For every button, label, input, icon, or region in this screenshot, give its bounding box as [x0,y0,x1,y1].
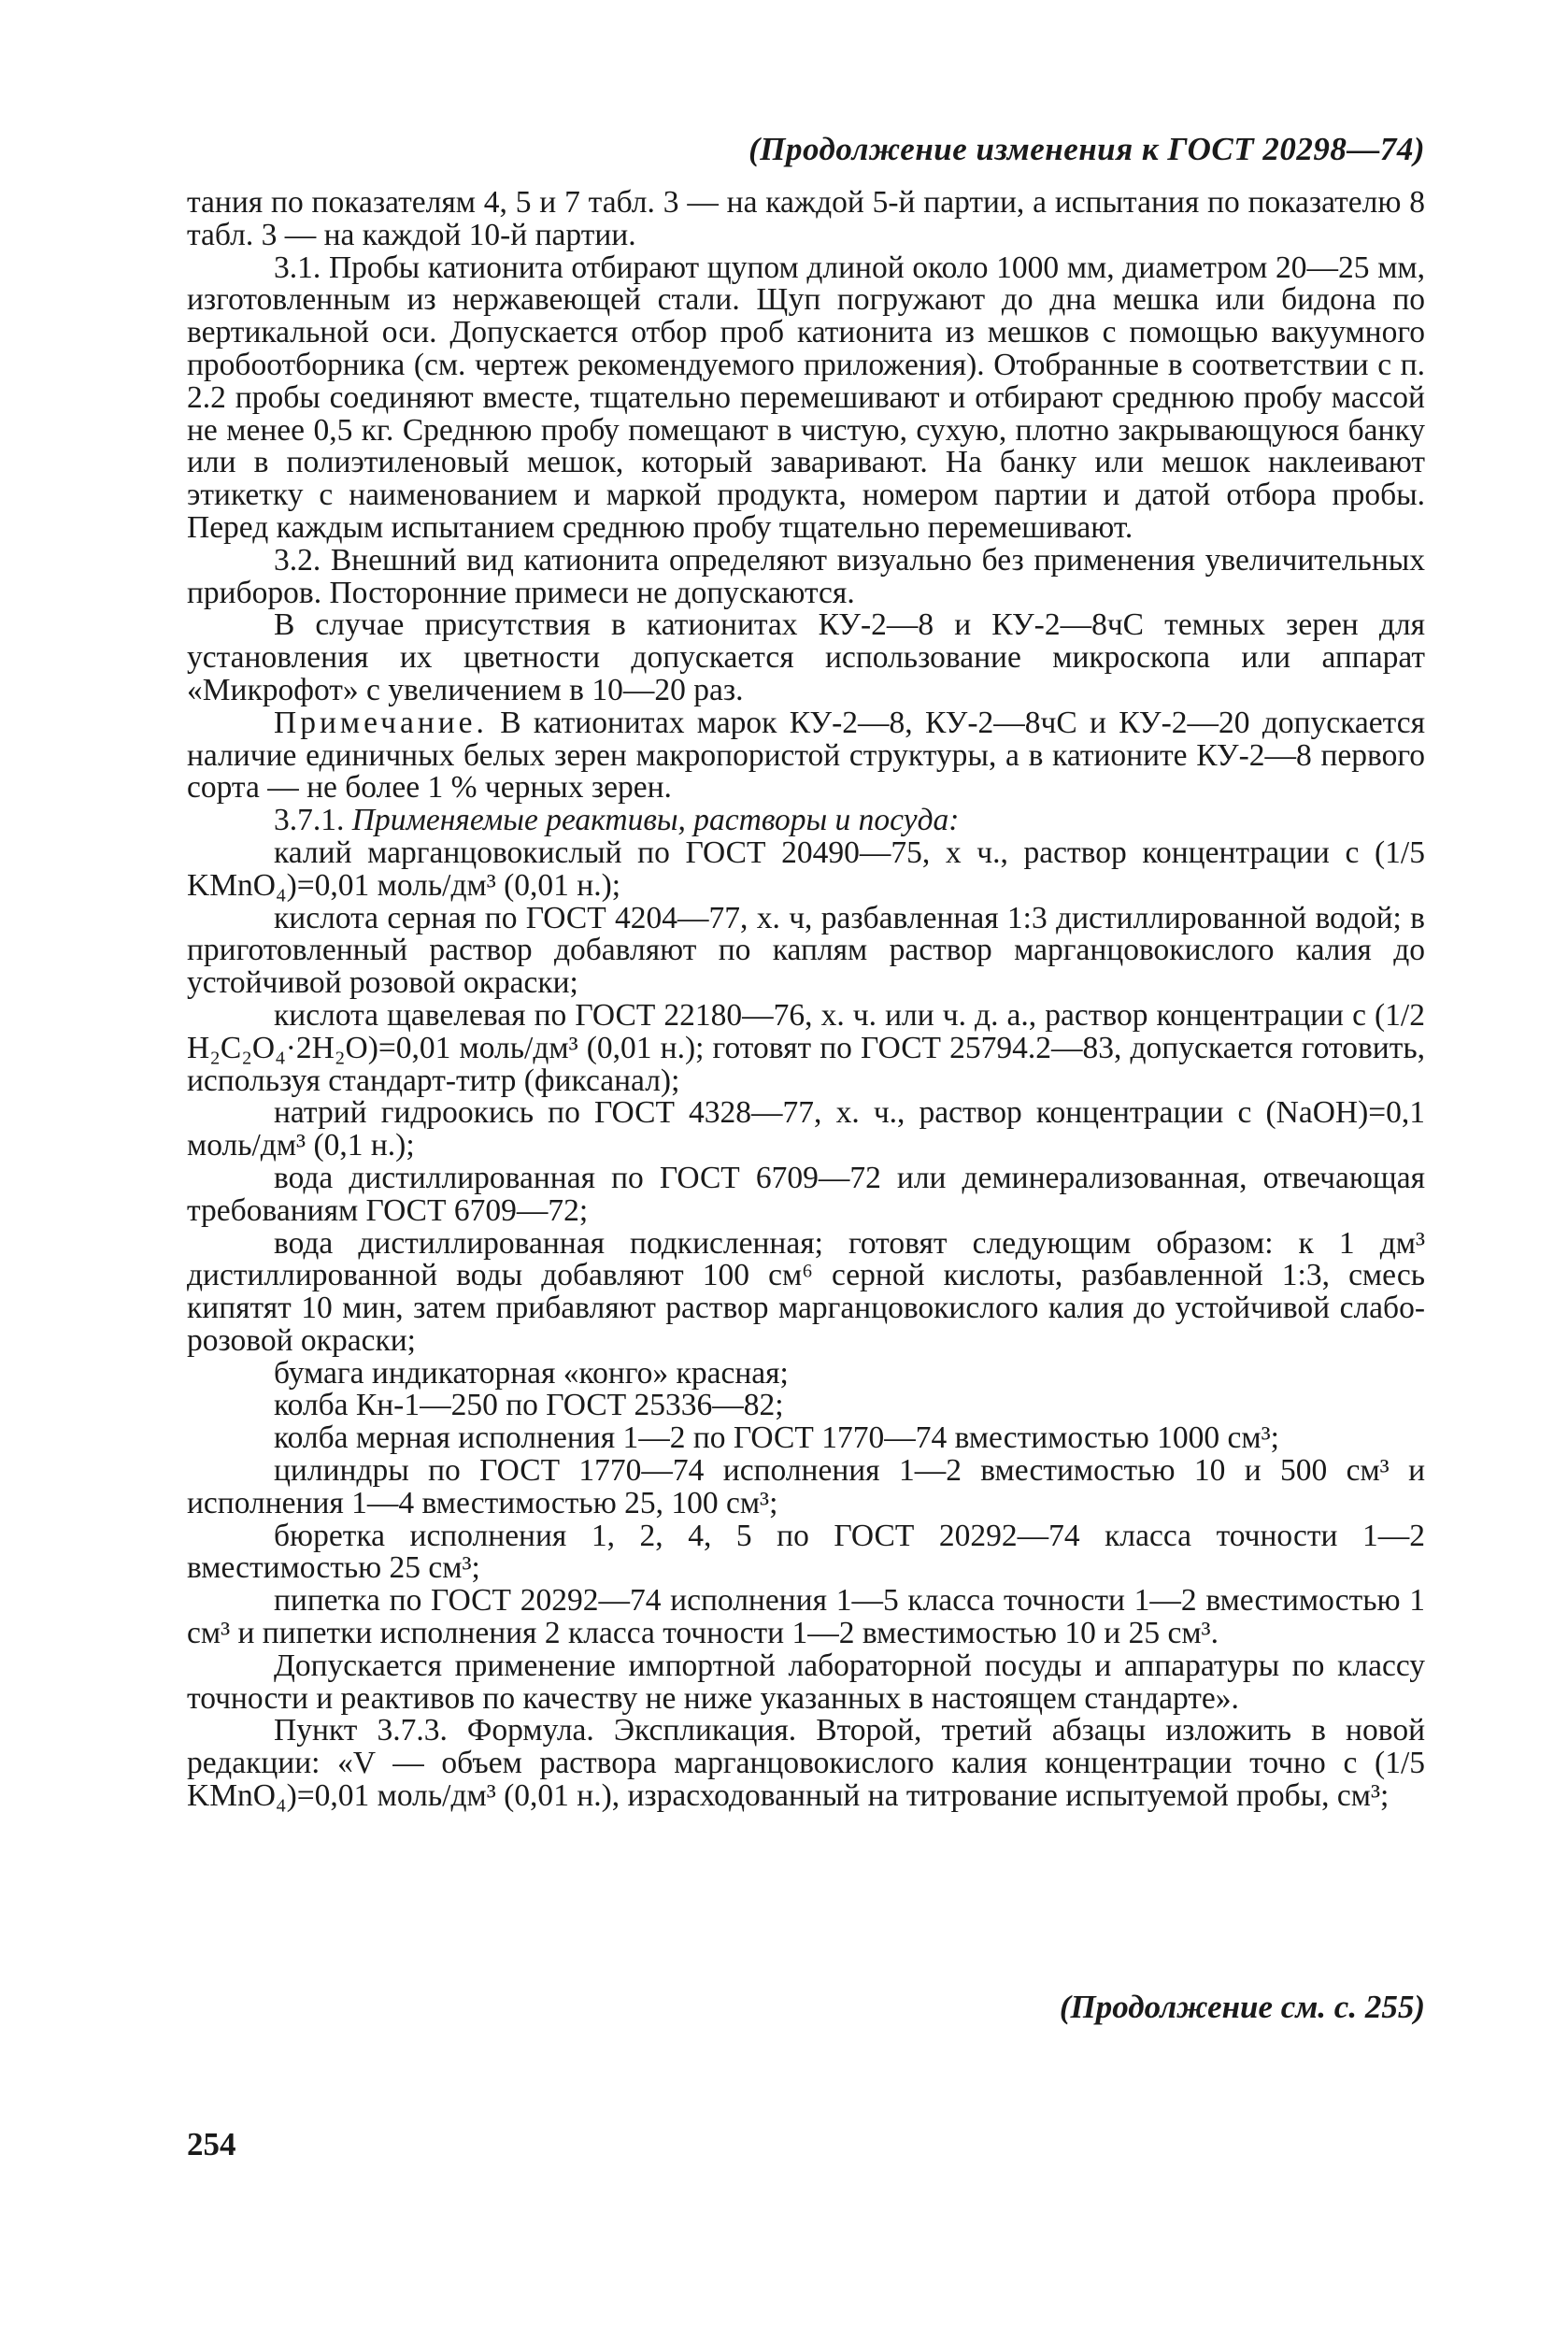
paragraph-text: цилиндры по ГОСТ 1770—74 исполнения 1—2 вместимостью 10 и 500 см³ и исполнения 1—4 вместимостью 25, 100 см³; [187,1453,1425,1520]
paragraph [187,997,1425,1098]
body-text [187,187,1425,1813]
italic-heading: Применяемые реактивы, растворы и посуда: [351,803,960,838]
paragraph [187,1160,1425,1228]
paragraph-text: кислота щавелевая по ГОСТ 22180—76, х. ч. или ч. д. а., раствор концентрации с (1/2 H₂C₂O₄·2H₂O)=0,01 моль/дм³ (0,01 н.); готовят по ГОСТ 25794.2—83, допускается готовить, используя стандарт-титр (фиксанал); [187,997,1425,1098]
paragraph-text: вода дистиллированная по ГОСТ 6709—72 или деминерализованная, отвечающая требованиям ГОСТ 6709—72; [187,1160,1425,1228]
paragraph-text: кислота серная по ГОСТ 4204—77, х. ч, разбавленная 1:3 дистиллированной водой; в приготовленный раствор добавляют по каплям раствор марганцовокислого калия до устойчивой розовой окраски; [187,900,1425,1001]
paragraph-text: Пункт 3.7.3. Формула. Экспликация. Второй, третий абзацы изложить в новой редакции: «V — объем раствора марганцовокислого калия концентрации точно с (1/5 KMnO₄)=0,01 моль/дм³ (0,01 н.), израсходованный на титрование испытуемой пробы, см³; [187,1713,1425,1814]
paragraph [187,252,1425,545]
paragraph-text: В случае присутствия в катионитах КУ-2—8 и КУ-2—8чС темных зерен для установления их цветности допускается использование микроскопа или аппарат «Микрофот» с увеличением в 10—20 раз. [187,607,1425,707]
paragraph-text: тания по показателям 4, 5 и 7 табл. 3 — на каждой 5-й партии, а испытания по показателю 8 табл. 3 — на каждой 10-й партии. [187,185,1425,252]
paragraph [187,900,1425,1001]
paragraph [187,1650,1425,1716]
paragraph-text: бюретка исполнения 1, 2, 4, 5 по ГОСТ 20292—74 класса точности 1—2 вместимостью 25 см³; [187,1518,1425,1586]
page-number: 254 [187,2126,236,2162]
paragraph-text: 3.1. Пробы катионита отбирают щупом длиной около 1000 мм, диаметром 20—25 мм, изготовленным из нержавеющей стали. Щуп погружают до дна мешка или бидона по вертикальной оси. Допускается отбор проб катионита из мешков с помощью вакуумного пробоотборника (см. чертеж рекомендуемого приложения). Отобранные в соответствии с п. 2.2 пробы соединяют вместе, тщательно перемешивают и отбирают среднюю пробу массой не менее 0,5 кг. Среднюю пробу помещают в чистую, сухую, плотно закрывающуюся банку или в полиэтиленовый мешок, который заваривают. На банку или мешок наклеивают этикетку с наименованием и маркой продукта, номером партии и датой отбора пробы. Перед каждым испытанием среднюю пробу тщательно перемешивают. [187,250,1425,545]
running-header: (Продолжение изменения к ГОСТ 20298—74) [748,131,1425,167]
paragraph [187,1585,1425,1650]
paragraph [187,1715,1425,1812]
paragraph-text: вода дистиллированная подкисленная; готовят следующим образом: к 1 дм³ дистиллированной воды добавляют 100 см⁶ серной кислоты, разбавленной 1:3, смесь кипятят 10 мин, затем прибавляют раствор марганцовокислого калия до устойчивой слабо-розовой окраски; [187,1225,1425,1358]
paragraph-text: бумага индикаторная «конго» красная; [274,1355,789,1391]
paragraph [187,1097,1425,1163]
paragraph [187,1422,1425,1455]
paragraph [187,837,1425,903]
paragraph [187,542,1425,610]
paragraph-text: колба Кн-1—250 по ГОСТ 25336—82; [274,1388,784,1423]
paragraph [187,1520,1425,1586]
paragraph-text: 3.2. Внешний вид катионита определяют визуально без применения увеличительных приборов. Посторонние примеси не допускаются. [187,542,1425,610]
paragraph [187,805,1425,837]
paragraph-text: Допускается применение импортной лабораторной посуды и аппаратуры по классу точности и реактивов по качеству не ниже указанных в настоящем стандарте». [187,1648,1425,1716]
paragraph [187,1355,1425,1391]
paragraph-text: пипетка по ГОСТ 20292—74 исполнения 1—5 класса точности 1—2 вместимостью 1 см³ и пипетки исполнения 2 класса точности 1—2 вместимостью 10 и 25 см³. [187,1583,1425,1651]
paragraph-text: 3.7.1. [274,803,352,838]
paragraph-text: калий марганцовокислый по ГОСТ 20490—75, х ч., раствор концентрации с (1/5 KMnO₄)=0,01 моль/дм³ (0,01 н.); [187,835,1425,903]
continuation-note: (Продолжение см. с. 255) [1059,1989,1425,2025]
paragraph [187,1390,1425,1422]
paragraph-text: В катионитах марок КУ-2—8, КУ-2—8чС и КУ-2—20 допускается наличие единичных белых зерен макропористой структуры, а в катионите КУ-2—8 первого сорта — не более 1 % черных зерен. [187,705,1425,806]
paragraph [187,707,1425,805]
note-label: Примечание. [274,705,488,740]
paragraph-text: натрий гидроокись по ГОСТ 4328—77, х. ч., раствор концентрации с (NaOH)=0,1 моль/дм³ (0,1 н.); [187,1095,1425,1163]
paragraph [187,187,1425,252]
paragraph [187,1455,1425,1520]
paragraph [187,609,1425,706]
paragraph-text: колба мерная исполнения 1—2 по ГОСТ 1770—74 вместимостью 1000 см³; [274,1420,1279,1456]
paragraph [187,1225,1425,1358]
